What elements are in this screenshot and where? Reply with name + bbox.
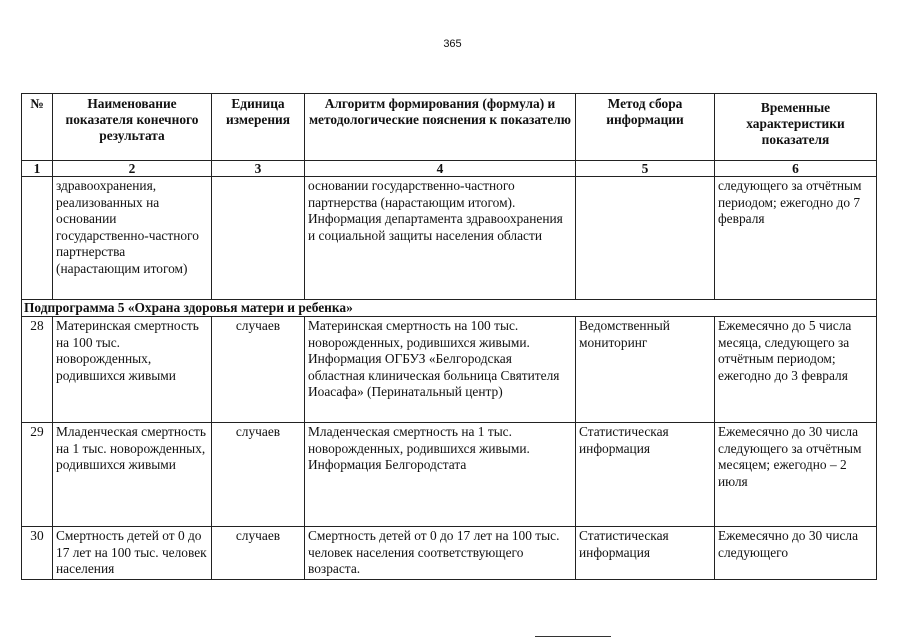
indicator-name: Материнская смертность на 100 тыс. новорожденных, родившихся живыми	[53, 317, 212, 423]
section-row	[22, 300, 877, 317]
header-unit: Единица измерения	[212, 94, 305, 161]
column-number: 4	[305, 161, 576, 177]
header-algorithm: Алгоритм формирования (формула) и методологические пояснения к показателю	[305, 94, 576, 161]
header-method: Метод сбора информации	[576, 94, 715, 161]
collection-method	[576, 177, 715, 300]
column-number: 3	[212, 161, 305, 177]
row-number	[22, 177, 53, 300]
page-number: 365	[443, 38, 462, 50]
timing: следующего за отчётным периодом; ежегодно до 7 февраля	[715, 177, 877, 300]
timing: Ежемесячно до 5 числа месяца, следующего за отчётным периодом; ежегодно до 3 февраля	[715, 317, 877, 423]
indicator-name: Младенческая смертность на 1 тыс. новорожденных, родившихся живыми	[53, 423, 212, 527]
table-row	[22, 317, 877, 423]
header-row	[22, 94, 877, 161]
unit: случаев	[212, 423, 305, 527]
header-no: №	[22, 94, 53, 161]
table-row	[22, 527, 877, 580]
timing: Ежемесячно до 30 числа следующего за отчётным месяцем; ежегодно – 2 июля	[715, 423, 877, 527]
collection-method: Статистическая информация	[576, 527, 715, 580]
footer-rule	[535, 636, 611, 637]
header-timing: Временные характеристики показателя	[715, 94, 877, 161]
unit: случаев	[212, 527, 305, 580]
algorithm: Младенческая смертность на 1 тыс. новорожденных, родившихся живыми. Информация Белгородстата	[305, 423, 576, 527]
row-number: 30	[22, 527, 53, 580]
indicator-table	[21, 93, 877, 580]
algorithm: Материнская смертность на 100 тыс. новорожденных, родившихся живыми. Информация ОГБУЗ «Белгородская областная клиническая больница Святителя Иоасафа» (Перинатальный центр)	[305, 317, 576, 423]
unit: случаев	[212, 317, 305, 423]
column-number-row	[22, 161, 877, 177]
table-row	[22, 423, 877, 527]
column-number: 5	[576, 161, 715, 177]
unit	[212, 177, 305, 300]
indicator-name: здравоохранения, реализованных на основании государственно-частного партнерства (нарастающим итогом)	[53, 177, 212, 300]
algorithm: основании государственно-частного партнерства (нарастающим итогом). Информация департамента здравоохранения и социальной защиты населения области	[305, 177, 576, 300]
section-title: Подпрограмма 5 «Охрана здоровья матери и ребенка»	[22, 300, 877, 317]
table-row	[22, 177, 877, 300]
column-number: 6	[715, 161, 877, 177]
collection-method: Ведомственный мониторинг	[576, 317, 715, 423]
timing: Ежемесячно до 30 числа следующего	[715, 527, 877, 580]
row-number: 29	[22, 423, 53, 527]
row-number: 28	[22, 317, 53, 423]
collection-method: Статистическая информация	[576, 423, 715, 527]
indicator-name: Смертность детей от 0 до 17 лет на 100 тыс. человек населения	[53, 527, 212, 580]
column-number: 2	[53, 161, 212, 177]
algorithm: Смертность детей от 0 до 17 лет на 100 тыс. человек населения соответствующего возраста.	[305, 527, 576, 580]
header-name: Наименование показателя конечного результата	[53, 94, 212, 161]
column-number: 1	[22, 161, 53, 177]
